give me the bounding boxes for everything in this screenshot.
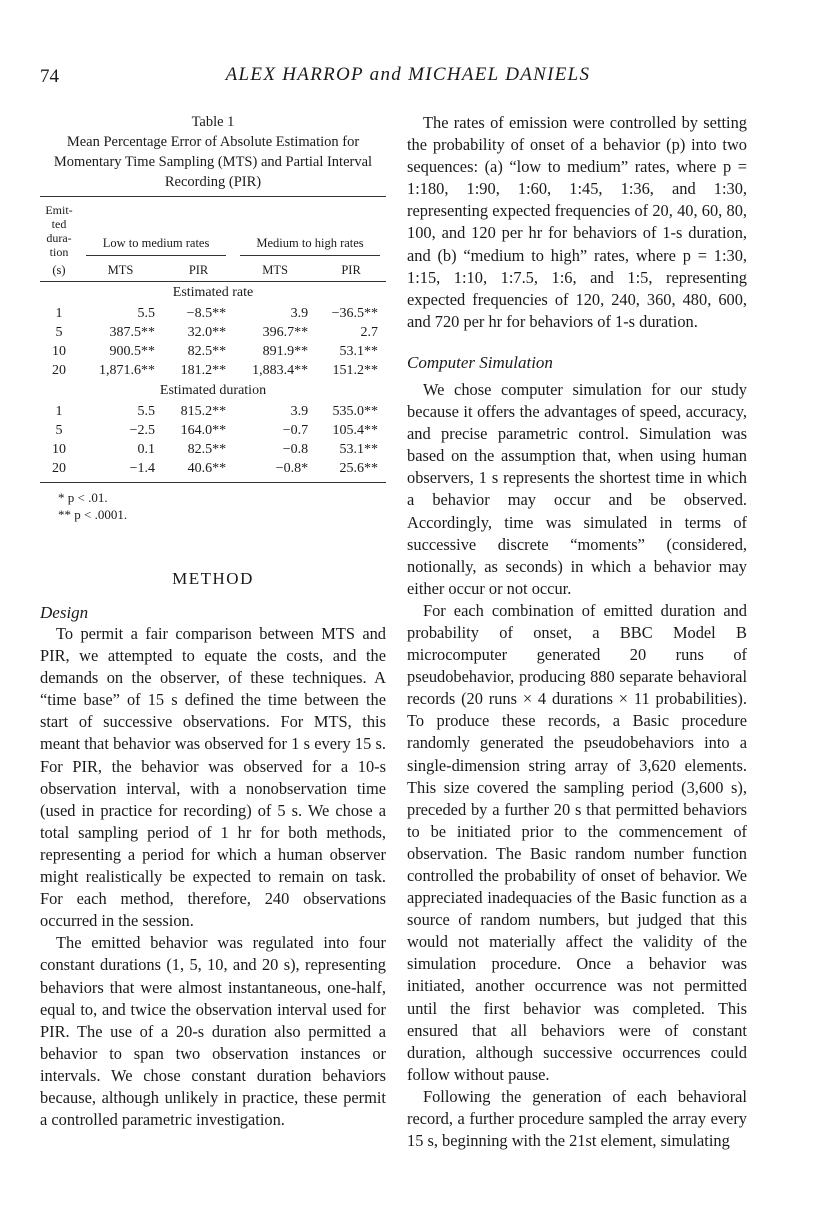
section-heading-method: METHOD	[172, 569, 254, 588]
table-row: 20 1,871.6** 181.2** 1,883.4** 151.2**	[52, 362, 378, 378]
footnote-2: ** p < .0001.	[58, 507, 128, 522]
subheading-computer-simulation: Computer Simulation	[407, 352, 553, 372]
design-paragraph-2: The emitted behavior was regulated into four constant durations (1, 5, 10, and 20 s), representing behaviors that were almost instantaneous, one-half, equal to, and twice the observation interval used for PIR. The use of a 20-s duration also permitted a behavior to span two observation instances or intervals. We chose constant duration behaviors because, although unlikely in practice, these permit a controlled parametric investigation.	[40, 933, 386, 1130]
table-row: 10 900.5** 82.5** 891.9** 53.1**	[52, 343, 378, 359]
emitted-duration-header: Emit- ted dura- tion	[45, 203, 73, 259]
section-title: Estimated duration	[159, 383, 267, 398]
sub-header-mts-1: MTS	[78, 259, 163, 282]
table-row: 1 5.5 −8.5** 3.9 −36.5**	[55, 305, 378, 321]
design-paragraph-1: To permit a fair comparison between MTS and PIR, we attempted to equate the costs, and the demands on the observer, of these techniques. A “time base” of 15 s defined the time between the start of successive observations. For MTS, this meant that behavior was observed for 1 s every 15 s. For PIR, the behavior was observed for a 10-s observation interval, with a nonobservation time (used in practice for recording) of 5 s. We chose a total sampling period of 1 hr for both methods, representing a period for which a human observer might realistically be expected to remain on task. For each method, therefore, 240 observations occurred in the session.	[40, 624, 386, 931]
table-footnotes	[40, 489, 386, 523]
simulation-paragraph-2: For each combination of emitted duration and probability of onset, a BBC Model B microcomputer generated 20 runs of pseudobehavior, producing 880 separate behavioral records (20 runs × 4 durations × 11 probabilities). To produce these records, a Basic procedure randomly generated the pseudobehaviors into a single-dimension string array of 3,620 elements. This size covered the sampling period (3,600 s), preceded by a further 20 s that permitted behaviors to be initiated prior to the commencement of observation. The Basic random number function controlled the probability of onset of behavior. We appreciated inadequacies of the Basic function as a source of random numbers, but judged that this would not materially affect the validity of the simulation procedure. Once a behavior was initiated, another occurrence was not permitted until the first behavior was completed. This ensured that all behaviors were of constant duration, although successive occurrences could follow without pause.	[407, 600, 747, 1084]
table-row: 5 387.5** 32.0** 396.7** 2.7	[55, 324, 378, 340]
table-row: 20 −1.4 40.6** −0.8* 25.6**	[40, 459, 386, 483]
section-title: Estimated rate	[172, 285, 254, 300]
data-table	[40, 196, 386, 483]
simulation-paragraph-3: Following the generation of each behavioral record, a further procedure sampled the array every 15 s, beginning with the 21st element, simulating	[407, 1086, 747, 1151]
table-caption: Mean Percentage Error of Absolute Estimation for Momentary Time Sampling (MTS) and Partial Interval Recording (PIR)	[53, 134, 373, 190]
sub-header-pir-2: PIR	[316, 259, 386, 282]
footnote-1: * p < .01.	[58, 490, 108, 505]
sub-header-mts-2: MTS	[234, 259, 316, 282]
group-header-medium-high: Medium to high rates	[234, 197, 386, 260]
page-number: 74	[40, 66, 59, 87]
sub-header-pir-1: PIR	[163, 259, 234, 282]
subheading-design: Design	[40, 603, 89, 622]
right-column	[407, 112, 747, 1152]
rates-paragraph: The rates of emission were controlled by setting the probability of onset of a behavior (p) into two sequences: (a) “low to medium” rates, where p = 1:180, 1:90, 1:60, 1:45, 1:36, and 1:30, representing expected frequencies of 20, 40, 60, 80, 100, and 120 per hr for behaviors of 1-s duration, and (b) “medium to high” rates, where p = 1:30, 1:15, 1:10, 1:7.5, 1:6, and 1:5, representing expected frequencies of 120, 240, 360, 480, 600, and 720 per hr for behaviors of 1-s duration.	[407, 113, 747, 331]
group-header-low-medium: Low to medium rates	[78, 197, 234, 260]
left-column	[40, 112, 386, 1131]
table-label: Table 1	[191, 114, 235, 130]
simulation-paragraph-1: We chose computer simulation for our study because it offers the advantages of speed, accuracy, and precise parametric control. Simulation was based on the assumption that, when using human observers, 1 s represents the shortest time in which a behavior may occur and be observed. Accordingly, time was simulated in terms of successive discrete “moments” (considered, notionally, as seconds) in which a behavior may either occur or not occur.	[407, 379, 747, 598]
duration-unit-header: (s)	[40, 259, 78, 282]
table-row: 5 −2.5 164.0** −0.7 105.4**	[55, 422, 378, 438]
table-row: 1 5.5 815.2** 3.9 535.0**	[55, 403, 378, 419]
page-header	[0, 64, 816, 94]
table-row: 10 0.1 82.5** −0.8 53.1**	[52, 441, 378, 457]
table-1	[40, 112, 386, 523]
running-title: ALEX HARROP and MICHAEL DANIELS	[225, 64, 591, 85]
